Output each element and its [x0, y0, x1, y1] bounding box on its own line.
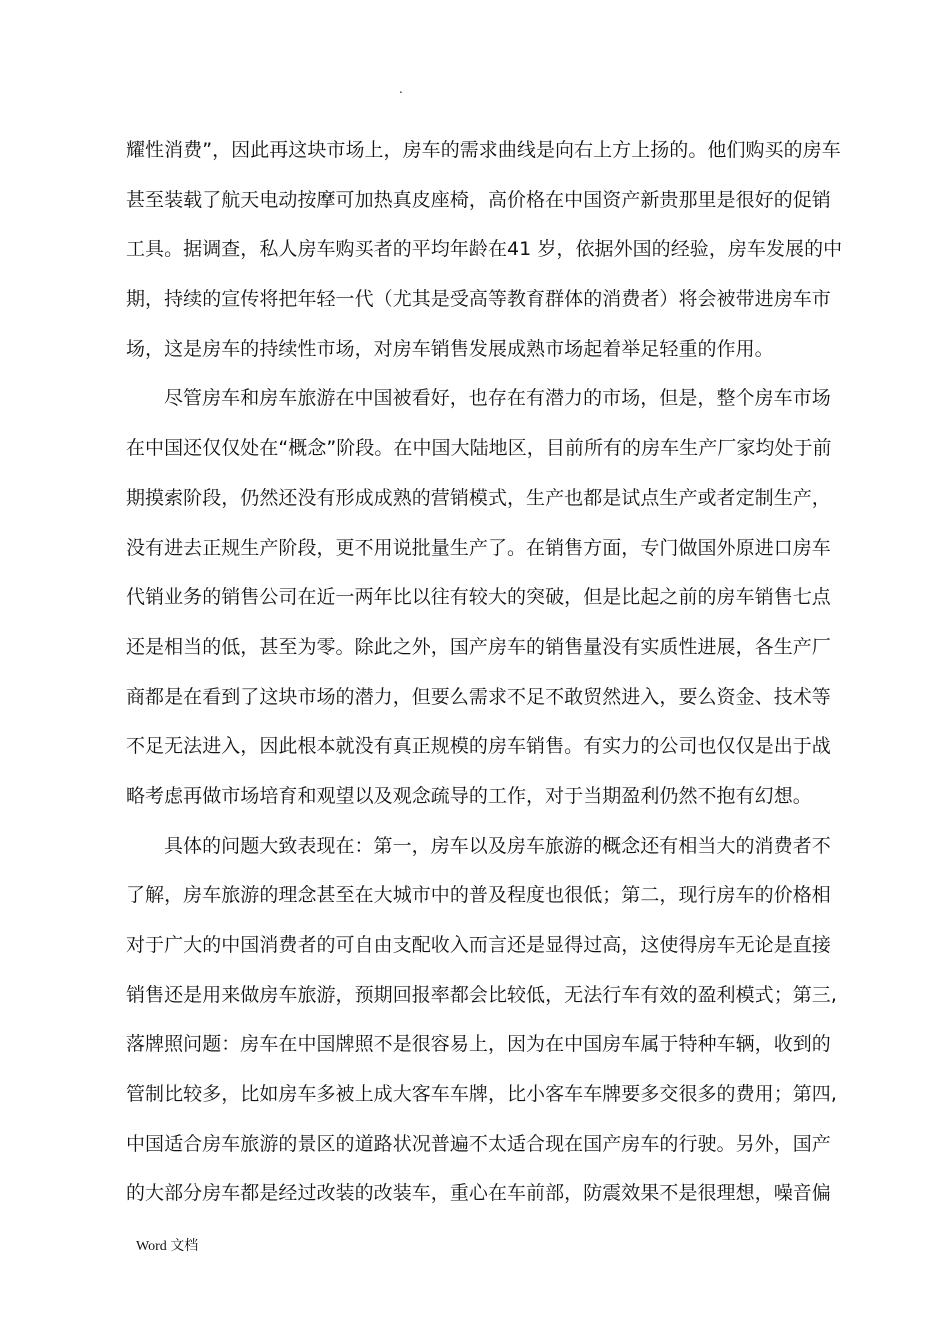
header-mark: .: [399, 82, 403, 96]
text-line: 耀性消费”，因此再这块市场上，房车的需求曲线是向右上方上扬的。他们购买的房车: [126, 139, 841, 161]
text-line: 中国适合房车旅游的景区的道路状况普遍不太适合现在国产房车的行驶。另外，国产: [126, 1132, 831, 1155]
text-line: 还是相当的低，甚至为零。除此之外，国产房车的销售量没有实质性进展，各生产厂: [126, 635, 831, 658]
document-body: [126, 126, 841, 1219]
paragraph-1: [126, 126, 841, 374]
paragraph-2: [126, 374, 841, 821]
text-line: 尽管房车和房车旅游在中国被看好，也存在有潜力的市场，但是，整个房车市场: [164, 387, 831, 410]
text-line: 销售还是用来做房车旅游，预期回报率都会比较低，无法行车有效的盈利模式；第三,: [126, 983, 837, 1006]
text-line: 管制比较多，比如房车多被上成大客车车牌，比小客车车牌要多交很多的费用；第四,: [126, 1083, 837, 1106]
text-line: 商都是在看到了这块市场的潜力，但要么需求不足不敢贸然进入，要么资金、技术等: [126, 685, 831, 708]
text-line: 的大部分房车都是经过改装的改装车，重心在车前部，防震效果不是很理想，噪音偏: [126, 1182, 831, 1205]
text-line: 略考虑再做市场培育和观望以及观念疏导的工作，对于当期盈利仍然不抱有幻想。: [126, 784, 812, 807]
footer-label: Word 文档: [136, 1239, 199, 1254]
paragraph-3: [126, 822, 841, 1220]
text-line: 落牌照问题：房车在中国牌照不是很容易上，因为在中国房车属于特种车辆，收到的: [126, 1033, 831, 1056]
text-line: 不足无法进入，因此根本就没有真正规模的房车销售。有实力的公司也仅仅是出于战: [126, 735, 831, 758]
text-line: 在中国还仅仅处在“概念”阶段。在中国大陆地区，目前所有的房车生产厂家均处于前: [126, 437, 832, 460]
text-line: 代销业务的销售公司在近一两年比以往有较大的突破，但是比起之前的房车销售七点: [126, 586, 831, 609]
text-line: 了解，房车旅游的理念甚至在大城市中的普及程度也很低；第二，现行房车的价格相: [126, 884, 831, 907]
text-line: 期摸索阶段，仍然还没有形成成熟的营销模式，生产也都是试点生产或者定制生产，: [126, 486, 831, 509]
text-line: 没有进去正规生产阶段，更不用说批量生产了。在销售方面，专门做国外原进口房车: [126, 536, 831, 559]
text-line: 具体的问题大致表现在：第一，房车以及房车旅游的概念还有相当大的消费者不: [164, 834, 831, 857]
text-line: 工具。据调查，私人房车购买者的平均年龄在41 岁，依据外国的经验，房车发展的中: [126, 238, 843, 261]
text-line: 对于广大的中国消费者的可自由支配收入而言还是显得过高，这使得房车无论是直接: [126, 934, 831, 956]
text-line: 期，持续的宣传将把年轻一代（尤其是受高等教育群体的消费者）将会被带进房车市: [126, 288, 831, 311]
text-line: 场，这是房车的持续性市场，对房车销售发展成熟市场起着举足轻重的作用。: [126, 337, 774, 360]
text-line: 甚至装载了航天电动按摩可加热真皮座椅，高价格在中国资产新贵那里是很好的促销: [126, 188, 831, 211]
